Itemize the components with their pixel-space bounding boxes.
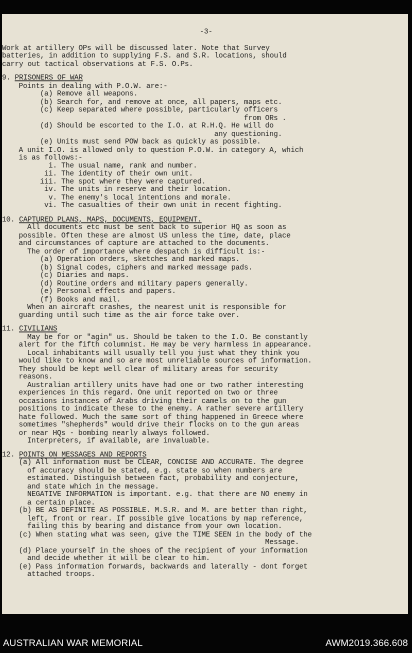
section-line: occasions instances of Arabs driving their camels on to the gun [18,396,287,406]
section-line: reasons. [18,372,53,382]
section-line: of accuracy should be stated, e.g. state so when numbers are [18,466,283,475]
section-line: (b) BE AS DEFINITE AS POSSIBLE. M.S.R. and M. are better than right, [18,506,308,515]
section-line: left, front or rear. If possible give locations by map reference, [18,514,304,523]
section-line: a certain place. [18,498,96,507]
section-line: (a) Remove all weapons. [18,89,138,98]
section-title: CIVILIANS [18,324,58,334]
section-line: failing this by bearing and distance from your own location. [18,522,283,531]
section-line: (e) Pass information forwards, backwards and laterally - dont forget [18,562,308,571]
section-line: (a) All information must be CLEAR, CONCISE AND ACCURATE. The degree [18,458,304,467]
intro-paragraph [2,45,408,69]
section-number: 9. [2,73,11,83]
section-line: possible. Often these are almost US unless the time, date, place [18,231,291,240]
section [2,74,408,210]
section-line: All documents etc must be sent back to superior HQ as soon as [18,223,287,232]
section-line: attached troops. [18,570,96,579]
section-number: 10. [2,215,15,224]
section-line: i. The usual name, rank and number. [18,161,198,170]
section-line: experiences in this regard. One unit reported on two or three [18,388,278,398]
page-number: -3- [199,27,213,36]
section-line: They should be kept well clear of military areas for security [18,364,278,374]
section-line: Local inhabitants will usually tell you just what they think you [18,348,300,358]
section-line: (b) Search for, and remove at once, all papers, maps etc. [18,97,283,106]
section-line: guarding until such time as the air force take over. [18,310,240,320]
section-line: (c) Keep separated where possible, particularly officers [18,105,278,114]
section-line: from ORs . [18,113,287,122]
section-line: iv. The units in reserve and their location. [18,185,232,194]
section-line: would like to know and so are most unreliable sources of information. [18,356,312,366]
section-line: (d) Routine orders and military papers generally. [18,279,249,288]
section [2,216,408,320]
section-title: POINTS ON MESSAGES AND REPORTS [18,450,147,459]
section-line: iii. The spot where they were captured. [18,177,206,186]
section-line: sometimes "shepherds" would drive their flocks on to the gun areas [18,420,300,429]
section-line: (e) Personal effects and papers. [18,287,176,296]
document-page [2,14,408,614]
section-number: 12. [2,450,15,459]
intro-line: carry out tactical observations at F.S. O.Ps. [2,59,194,69]
section-line: When an aircraft crashes, the nearest unit is responsible for [18,302,287,312]
section-title: CAPTURED PLANS, MAPS, DOCUMENTS, EQUIPMENT. [18,215,202,224]
intro-line: batteries, in addition to supplying F.S. and S.R. locations, should [2,51,287,61]
intro-line: Work at artillery OPs will be discussed later. Note that Survey [2,43,270,53]
section-line: Interpreters, if available, are invaluable. [18,436,210,445]
section-line: and state which in the message. [18,482,159,491]
section-line: or near HQs - bombing nearly always followed. [18,428,210,437]
section-line: any questioning. [18,129,283,138]
section-line: May be for or "agin" us. Should be taken to the I.O. Be constantly [18,332,308,342]
section-line: Points in dealing with P.O.W. are:- [18,81,168,91]
section-line: (c) Diaries and maps. [18,271,130,280]
section-line: hate followed. Much the same sort of thing happened in Greece where [18,412,304,421]
section-line: (c) When stating what was seen, give the TIME SEEN in the body of the [18,530,312,539]
section-line: and decide whether it will be clear to him. [18,554,210,563]
section-line: ii. The identity of their own unit. [18,169,193,178]
section-line: and circumstances of capture are attached to the documents. [18,239,270,248]
section-line: (a) Operation orders, sketches and marked maps. [18,255,240,264]
section-number: 11. [2,324,15,334]
section [2,451,408,579]
section-line: Message. [18,538,300,547]
section-line: (d) Should be escorted to the I.O. at R.H.Q. He will do [18,121,274,130]
section-line: is as follows:- [18,153,83,162]
archive-reference: AWM2019.366.608 [325,638,408,649]
section-line: (d) Place yourself in the shoes of the recipient of your information [18,546,308,555]
section-title: PRISONERS OF WAR [14,73,83,83]
section-line: (b) Signal codes, ciphers and marked message pads. [18,263,253,272]
section-line: The order of importance where despatch is difficult is:- [18,247,266,256]
sections [2,69,408,579]
section-line: (e) Units must send POW back as quickly as possible. [18,137,261,146]
section-line: vi. The casualties of their own unit in recent fighting. [18,201,283,210]
section-line: estimated. Distinguish between fact, probability and conjecture, [18,474,300,483]
section-line: A unit I.O. is allowed only to question P.O.W. in category A, which [18,145,304,154]
section-line: alert for the fifth columnist. He may be very harmless in appearance. [18,340,312,350]
page-text [2,14,408,579]
section [2,326,408,446]
section-line: (f) Books and mail. [18,294,121,304]
archive-name: AUSTRALIAN WAR MEMORIAL [3,638,143,649]
archive-footer [0,616,412,653]
section-line: v. The enemy's local intentions and morale. [18,193,232,202]
section-line: positions to indicate these to the enemy. A rather severe artillery [18,404,304,413]
section-line: Australian artillery units have had one or two rather interesting [18,380,304,390]
section-line: NEGATIVE INFORMATION is important. e.g. that there are NO enemy in [18,490,308,499]
